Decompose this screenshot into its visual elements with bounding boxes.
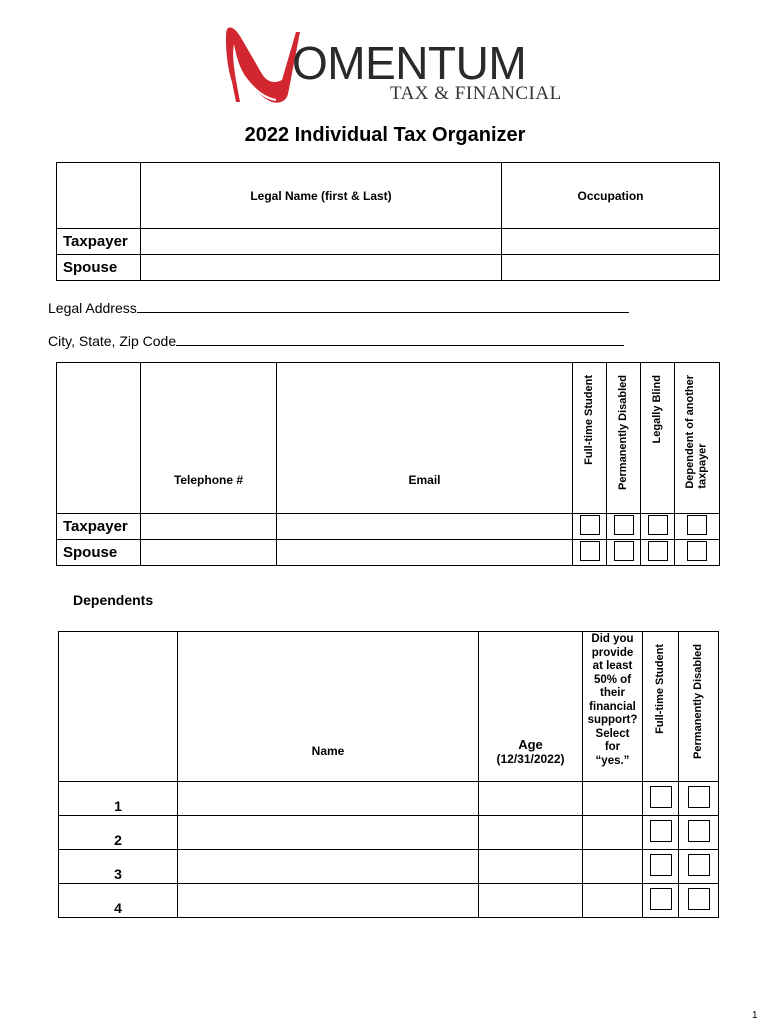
- dependent-1-support-field[interactable]: [583, 782, 643, 816]
- dependent-row-number: 2: [59, 816, 178, 850]
- dependent-age-header: Age (12/31/2022): [479, 632, 583, 782]
- logo-tagline: TAX & FINANCIAL: [390, 83, 562, 104]
- spouse-permanently-disabled-checkbox[interactable]: [614, 541, 634, 561]
- dependent-2-age-field[interactable]: [479, 816, 583, 850]
- dependent-2-name-field[interactable]: [178, 816, 479, 850]
- dependents-corner-cell: [59, 632, 178, 782]
- legal-address-row: [48, 298, 629, 316]
- logo-brand-word: OMENTUM: [292, 37, 527, 89]
- taxpayer-dependent-checkbox[interactable]: [687, 515, 707, 535]
- support-question-header: Did you provide at least 50% of their financial support? Select for “yes.”: [583, 632, 643, 782]
- dependent-row-number: 3: [59, 850, 178, 884]
- taxpayer-email-field[interactable]: [277, 514, 573, 540]
- page-title: 2022 Individual Tax Organizer: [244, 124, 526, 146]
- spouse-fulltime-student-checkbox[interactable]: [580, 541, 600, 561]
- names-corner-cell: [57, 163, 141, 229]
- telephone-header: Telephone #: [141, 363, 277, 514]
- dependent-row-number: 4: [59, 884, 178, 918]
- dependent-3-age-field[interactable]: [479, 850, 583, 884]
- dependents-table: [58, 631, 719, 918]
- permanently-disabled-header: Permanently Disabled: [617, 375, 630, 490]
- page-number: 1: [752, 1010, 758, 1021]
- dependent-2-permanently-disabled-checkbox[interactable]: [688, 820, 710, 842]
- dependent-4-name-field[interactable]: [178, 884, 479, 918]
- dependent-3-support-field[interactable]: [583, 850, 643, 884]
- spouse-telephone-field[interactable]: [141, 540, 277, 566]
- contact-taxpayer-label: Taxpayer: [57, 514, 141, 540]
- dependent-3-fulltime-student-checkbox[interactable]: [650, 854, 672, 876]
- city-state-zip-row: [48, 331, 624, 349]
- dependent-1-name-field[interactable]: [178, 782, 479, 816]
- fulltime-student-header: Full-time Student: [583, 375, 596, 465]
- high-heel-shoe-icon: [222, 24, 302, 106]
- dependent-of-another-header: Dependent of another taxpayer: [684, 375, 709, 489]
- dep-permanently-disabled-header-cell: [679, 632, 719, 782]
- spouse-occupation-field[interactable]: [502, 255, 720, 281]
- dependent-row-number: 1: [59, 782, 178, 816]
- city-state-zip-label: City, State, Zip Code: [48, 333, 177, 349]
- dependent-4-support-field[interactable]: [583, 884, 643, 918]
- dependent-3-permanently-disabled-checkbox[interactable]: [688, 854, 710, 876]
- spouse-dependent-checkbox[interactable]: [687, 541, 707, 561]
- occupation-header: Occupation: [502, 163, 720, 229]
- legal-address-label: Legal Address: [48, 300, 137, 316]
- dependent-1-permanently-disabled-checkbox[interactable]: [688, 786, 710, 808]
- dependent-3-name-field[interactable]: [178, 850, 479, 884]
- email-header: Email: [277, 363, 573, 514]
- taxpayer-fulltime-student-checkbox[interactable]: [580, 515, 600, 535]
- dependent-4-fulltime-student-checkbox[interactable]: [650, 888, 672, 910]
- dep-fulltime-student-header-cell: [643, 632, 679, 782]
- permanently-disabled-header-cell: [607, 363, 641, 514]
- dependents-section-title: Dependents: [73, 592, 154, 608]
- legally-blind-header: Legally Blind: [651, 375, 664, 444]
- dependent-1-fulltime-student-checkbox[interactable]: [650, 786, 672, 808]
- taxpayer-legal-name-field[interactable]: [141, 229, 502, 255]
- taxpayer-legally-blind-checkbox[interactable]: [648, 515, 668, 535]
- contact-spouse-label: Spouse: [57, 540, 141, 566]
- taxpayer-permanently-disabled-checkbox[interactable]: [614, 515, 634, 535]
- dependent-4-permanently-disabled-checkbox[interactable]: [688, 888, 710, 910]
- spouse-label: Spouse: [57, 255, 141, 281]
- legal-address-line[interactable]: [137, 298, 629, 313]
- dependent-1-age-field[interactable]: [479, 782, 583, 816]
- legal-name-header: Legal Name (first & Last): [141, 163, 502, 229]
- names-table: [56, 162, 720, 281]
- taxpayer-label: Taxpayer: [57, 229, 141, 255]
- dep-fulltime-student-header: Full-time Student: [654, 644, 667, 734]
- contact-table: [56, 362, 720, 566]
- spouse-email-field[interactable]: [277, 540, 573, 566]
- dependent-name-header: Name: [178, 632, 479, 782]
- spouse-legal-name-field[interactable]: [141, 255, 502, 281]
- taxpayer-telephone-field[interactable]: [141, 514, 277, 540]
- contact-corner-cell: [57, 363, 141, 514]
- dependent-4-age-field[interactable]: [479, 884, 583, 918]
- dependent-of-another-header-cell: [675, 363, 720, 514]
- city-state-zip-line[interactable]: [176, 331, 624, 346]
- fulltime-student-header-cell: [573, 363, 607, 514]
- legally-blind-header-cell: [641, 363, 675, 514]
- dep-permanently-disabled-header: Permanently Disabled: [692, 644, 705, 759]
- dependent-2-fulltime-student-checkbox[interactable]: [650, 820, 672, 842]
- taxpayer-occupation-field[interactable]: [502, 229, 720, 255]
- dependent-2-support-field[interactable]: [583, 816, 643, 850]
- spouse-legally-blind-checkbox[interactable]: [648, 541, 668, 561]
